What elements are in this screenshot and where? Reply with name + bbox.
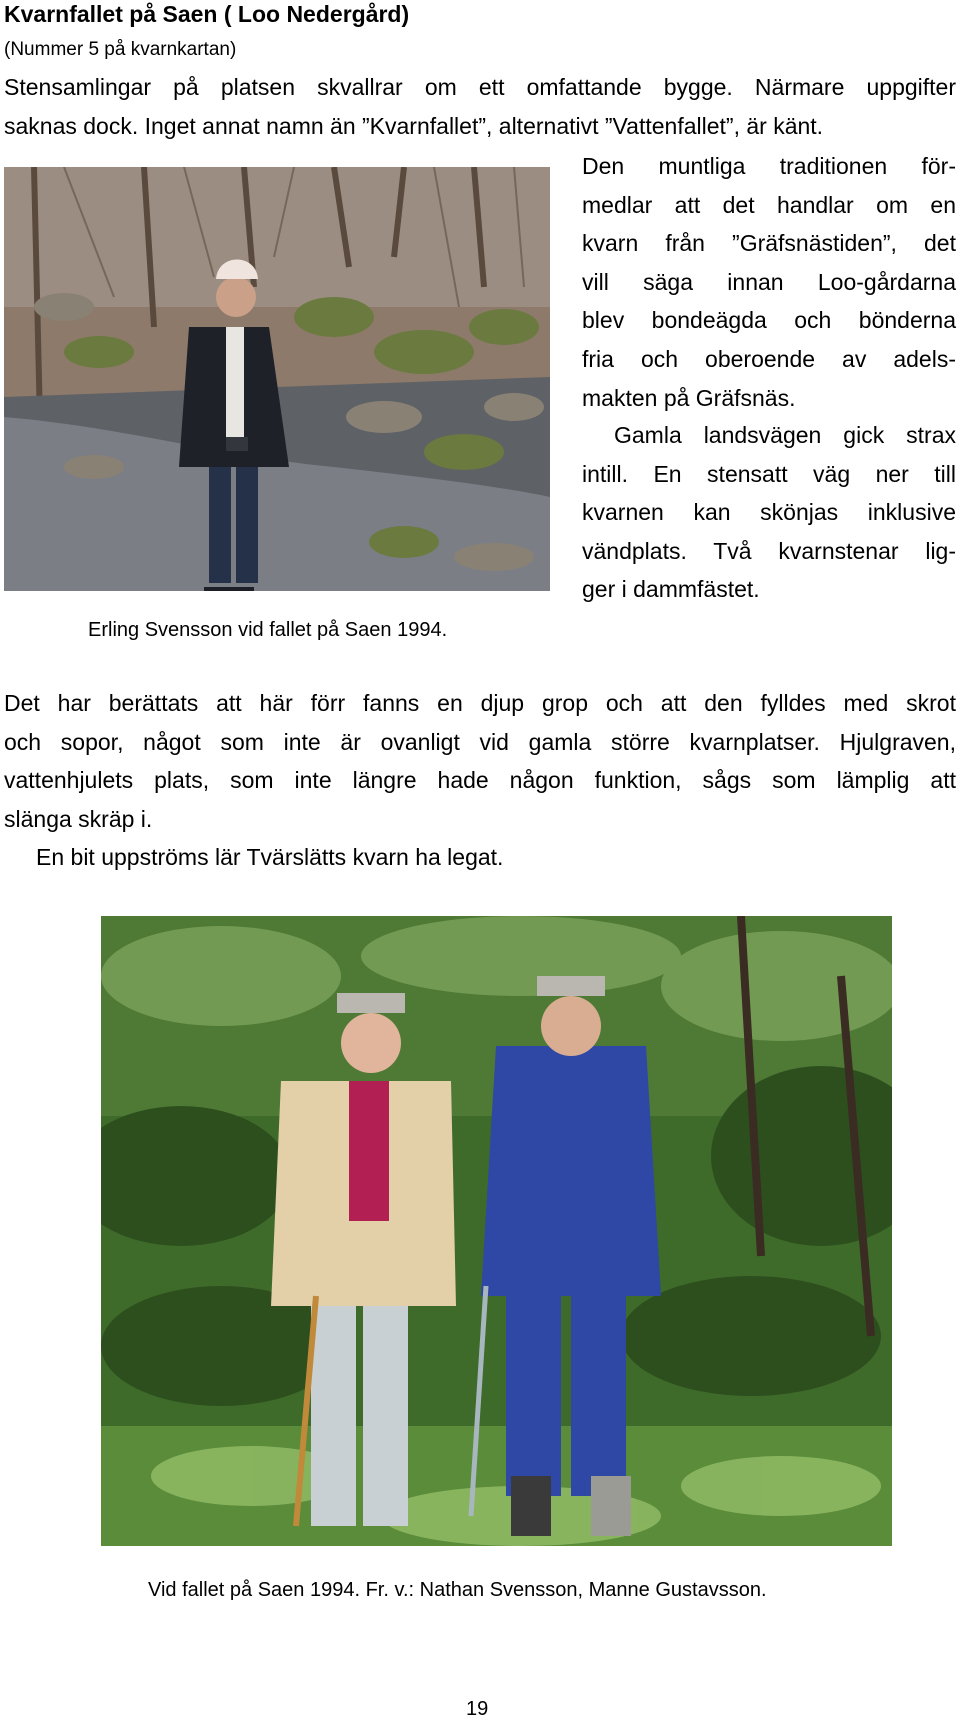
text-line: vattenhjulets plats, som inte längre hade någon funktion, sågs som lämplig att <box>4 767 956 794</box>
side-paragraph <box>582 416 956 609</box>
text-line: vändplats. Två kvarnstenar lig- <box>582 537 956 564</box>
text-line: blev bondeägda och bönderna <box>582 307 956 334</box>
photo-nathan-and-manne <box>101 916 892 1546</box>
text-line: fria och oberoende av adels- <box>582 345 956 372</box>
text-line: och sopor, något som inte är ovanligt vid gamla större kvarnplatser. Hjulgraven, <box>4 728 956 755</box>
body-paragraph <box>4 684 956 877</box>
photo-caption: Erling Svensson vid fallet på Saen 1994. <box>88 619 448 641</box>
photo-erling-svensson <box>4 167 550 591</box>
text-line: Stensamlingar på platsen skvallrar om ett omfattande bygge. Närmare uppgifter <box>4 74 956 100</box>
intro-paragraph <box>4 68 956 145</box>
text-line: kvarnen kan skönjas inklusive <box>582 499 956 526</box>
page-subtitle: (Nummer 5 på kvarnkartan) <box>4 39 237 60</box>
text-line: Gamla landsvägen gick strax <box>614 422 956 448</box>
text-line: slänga skräp i. <box>4 805 153 832</box>
photo-caption: Vid fallet på Saen 1994. Fr. v.: Nathan Svensson, Manne Gustavsson. <box>148 1579 767 1601</box>
page-number: 19 <box>466 1698 489 1720</box>
text-line: intill. En stensatt väg ner till <box>582 460 956 487</box>
text-line: medlar att det handlar om en <box>582 191 956 218</box>
text-line: ger i dammfästet. <box>582 576 760 603</box>
page-title: Kvarnfallet på Saen ( Loo Nedergård) <box>4 1 410 27</box>
text-line: vill säga innan Loo-gårdarna <box>582 268 956 295</box>
text-line: En bit uppströms lär Tvärslätts kvarn ha legat. <box>36 844 504 871</box>
text-line: kvarn från ”Gräfsnästiden”, det <box>582 230 956 257</box>
text-line: makten på Gräfsnäs. <box>582 384 796 411</box>
text-line: saknas dock. Inget annat namn än ”Kvarnfallet”, alternativt ”Vattenfallet”, är känt. <box>4 112 824 139</box>
side-paragraph <box>582 147 956 417</box>
text-line: Den muntliga traditionen för- <box>582 153 956 179</box>
text-line: Det har berättats att här förr fanns en djup grop och att den fylldes med skrot <box>4 690 956 716</box>
